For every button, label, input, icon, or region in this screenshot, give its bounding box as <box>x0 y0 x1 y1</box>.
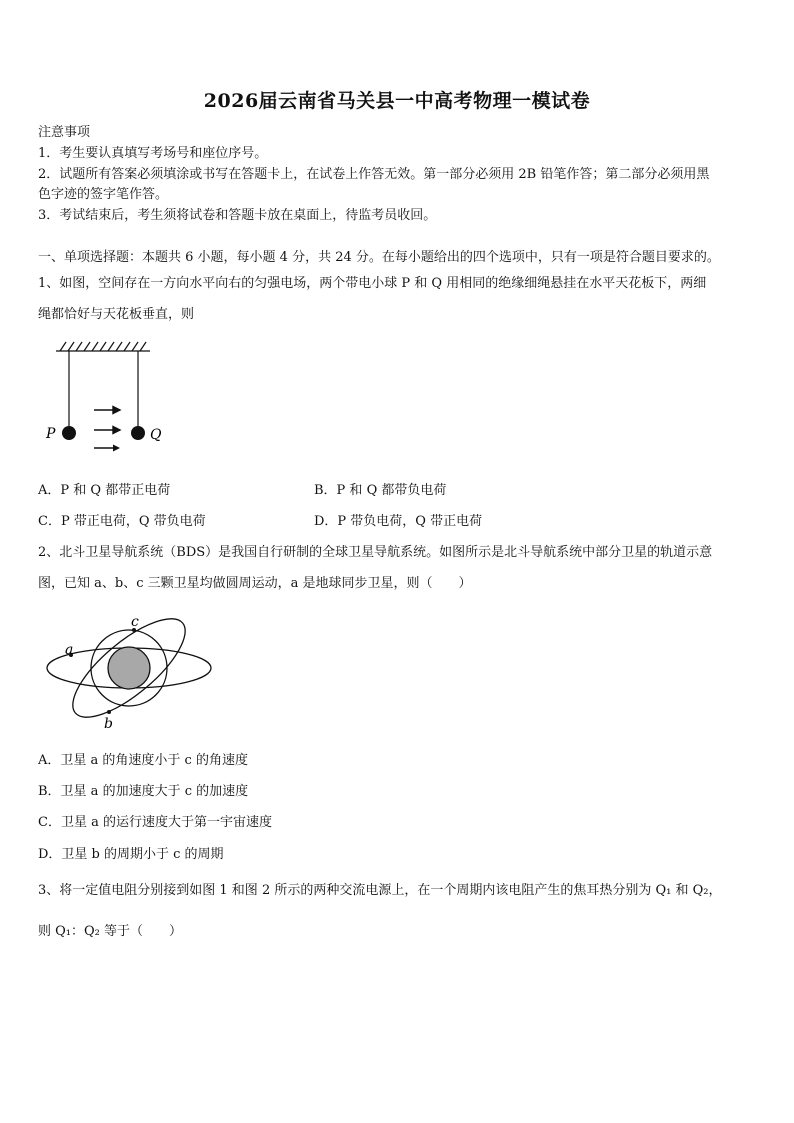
satellite-b <box>107 710 111 714</box>
label-p: P <box>46 426 56 442</box>
label-b: b <box>104 716 113 732</box>
question-1-stem: 1、如图，空间存在一方向水平向右的匀强电场，两个带电小球 P 和 Q 用相同的绝缘细绳悬挂在水平天花板下，两细 <box>38 276 707 291</box>
notice-item: 1．考生要认真填写考场号和座位序号。 <box>38 146 268 161</box>
notice-item: 3．考试结束后，考生须将试卷和答题卡放在桌面上，待监考员收回。 <box>38 208 437 223</box>
ball-q <box>131 426 145 440</box>
label-a: a <box>65 642 74 658</box>
question-3-stem: 则 Q₁：Q₂ 等于（ ） <box>38 924 183 939</box>
question-2-stem: 2、北斗卫星导航系统（BDS）是我国自行研制的全球卫星导航系统。如图所示是北斗导航系统中部分卫星的轨道示意 <box>38 545 713 560</box>
option-c: C．P 带正电荷，Q 带负电荷 <box>38 514 206 529</box>
option-b: B．卫星 a 的加速度大于 c 的加速度 <box>38 784 249 799</box>
field-arrow <box>92 442 124 456</box>
q2-orbit-figure <box>45 610 220 735</box>
option-d: D．卫星 b 的周期小于 c 的周期 <box>38 847 224 862</box>
notice-item: 色字迹的签字笔作答。 <box>38 187 169 202</box>
option-c: C．卫星 a 的运行速度大于第一宇宙速度 <box>38 815 272 830</box>
option-a: A．P 和 Q 都带正电荷 <box>38 483 171 498</box>
section-heading: 一、单项选择题：本题共 6 小题，每小题 4 分，共 24 分。在每小题给出的四个选项中，只有一项是符合题目要求的。 <box>38 250 720 265</box>
option-a: A．卫星 a 的角速度小于 c 的角速度 <box>38 753 248 768</box>
question-1-stem: 绳都恰好与天花板垂直，则 <box>38 307 195 322</box>
ceiling-hatch <box>56 342 150 351</box>
question-2-stem: 图，已知 a、b、c 三颗卫星均做圆周运动，a 是地球同步卫星，则（ ） <box>38 576 472 591</box>
option-b: B．P 和 Q 都带负电荷 <box>314 483 447 498</box>
ball-p <box>62 426 76 440</box>
field-arrows <box>94 407 120 434</box>
notice-heading: 注意事项 <box>38 125 91 140</box>
notice-item: 2．试题所有答案必须填涂或书写在答题卡上，在试卷上作答无效。第一部分必须用 2B 铅笔作答；第二部分必须用黑 <box>38 167 710 182</box>
q1-pendulum-figure <box>40 336 170 446</box>
label-q: Q <box>150 427 162 443</box>
option-d: D．P 带负电荷，Q 带正电荷 <box>314 514 483 529</box>
question-3-stem: 3、将一定值电阻分别接到如图 1 和图 2 所示的两种交流电源上，在一个周期内该电阻产生的焦耳热分别为 Q₁ 和 Q₂， <box>38 883 722 898</box>
page-title: 2026届云南省马关县一中高考物理一模试卷 <box>203 90 591 112</box>
earth <box>108 647 150 689</box>
label-c: c <box>131 614 139 630</box>
